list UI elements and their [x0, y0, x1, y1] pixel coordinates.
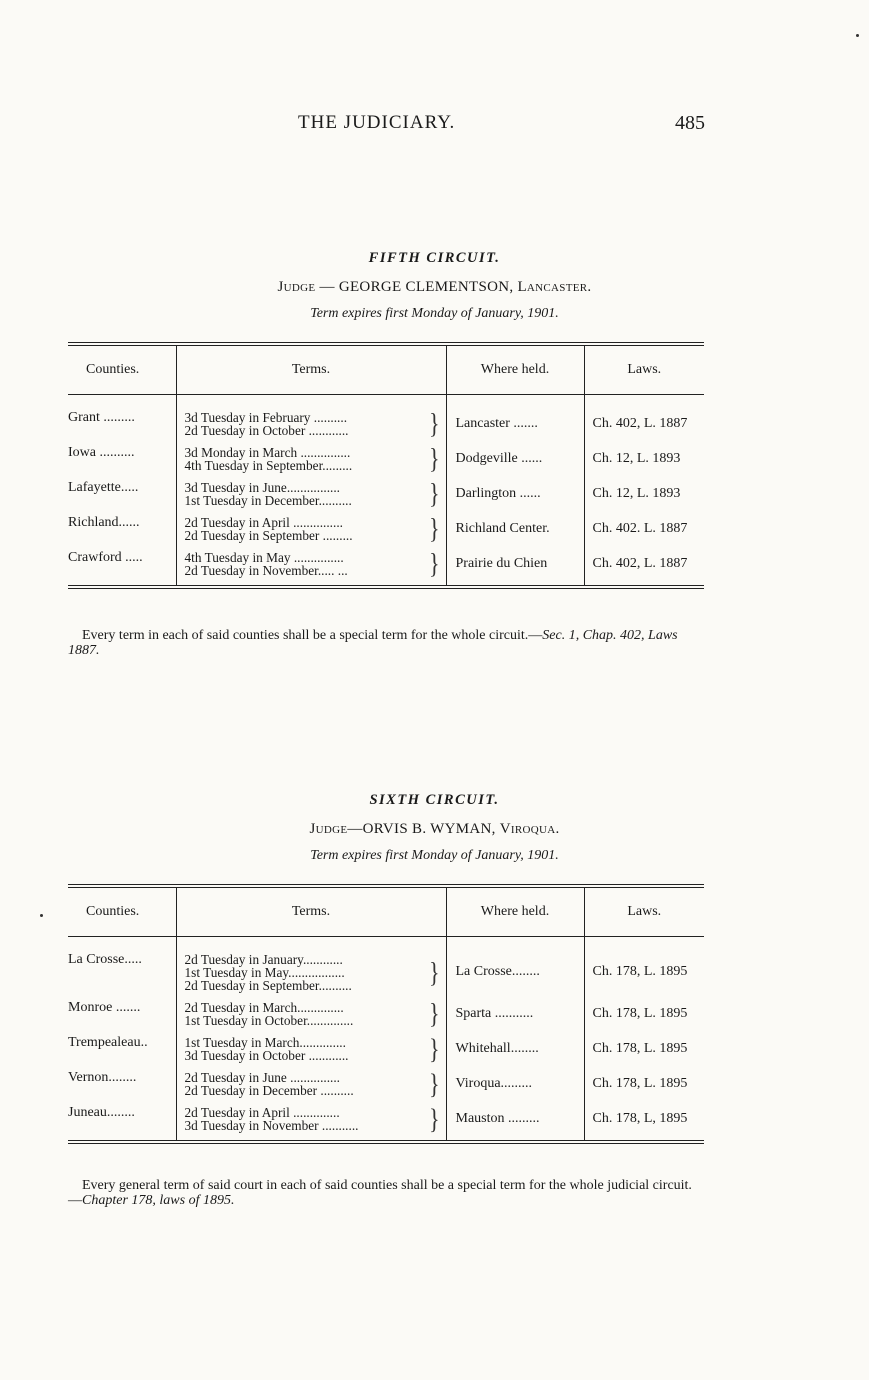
- terms-cell: [176, 394, 446, 440]
- laws-cell: Ch. 178, L, 1895: [584, 1097, 704, 1140]
- terms-cell: [176, 507, 446, 545]
- where-held-cell: Prairie du Chien: [446, 542, 584, 585]
- fifth-circuit-note: [68, 628, 704, 658]
- where-held-cell: Dodgeville ......: [446, 437, 584, 472]
- term-line: 3d Monday in March ...............: [184, 444, 351, 460]
- table-row: [68, 1027, 704, 1062]
- where-held-cell: Viroqua.........: [446, 1062, 584, 1097]
- term-line: 2d Tuesday in October ............: [184, 422, 349, 438]
- sixth-circuit-heading: [0, 792, 869, 864]
- table-row: [68, 437, 704, 472]
- where-held-cell: Darlington ......: [446, 472, 584, 507]
- header-where-held: Where held.: [446, 346, 584, 394]
- term-expiry: Term expires first Monday of January, 1901.: [310, 306, 559, 321]
- county-cell: Monroe .......: [68, 999, 141, 1015]
- term-line: 3d Tuesday in June................: [184, 479, 341, 495]
- judge-line: [0, 821, 869, 838]
- table-row: [68, 936, 704, 992]
- county-cell: Trempealeau..: [68, 1034, 148, 1050]
- header-counties: Counties.: [68, 888, 176, 936]
- table-row: [68, 394, 704, 437]
- term-line: 2d Tuesday in September..........: [184, 977, 352, 993]
- laws-cell: Ch. 402, L. 1887: [584, 542, 704, 585]
- page-number: 485: [675, 112, 705, 134]
- term-line: 2d Tuesday in April ..............: [184, 1104, 340, 1120]
- terms-cell: [176, 1097, 446, 1140]
- term-line: 2d Tuesday in December ..........: [184, 1082, 354, 1098]
- judge-label: Judge: [309, 821, 348, 837]
- brace-glyph: }: [428, 442, 440, 475]
- where-held-cell: Richland Center.: [446, 507, 584, 542]
- laws-cell: Ch. 402, L. 1887: [584, 394, 704, 437]
- note-text: Every general term of said court in each of said counties shall be a special term for the whole judicial circuit.—: [68, 1178, 692, 1208]
- table-row: [68, 542, 704, 585]
- brace-glyph: }: [428, 512, 440, 545]
- judge-name: — GEORGE CLEMENTSON,: [315, 279, 518, 295]
- table-bottom-rule: [68, 585, 704, 589]
- term-line: 4th Tuesday in September.........: [184, 457, 353, 473]
- laws-cell: Ch. 178, L. 1895: [584, 1062, 704, 1097]
- county-cell: Lafayette.....: [68, 479, 139, 495]
- running-head: [0, 112, 869, 140]
- term-line: 2d Tuesday in June ...............: [184, 1069, 341, 1085]
- note-citation: Sec. 1, Chap. 402, Laws 1887.: [68, 628, 678, 658]
- fifth-circuit-table-wrap: [68, 342, 704, 589]
- brace-glyph: }: [428, 997, 440, 1030]
- table-bottom-rule: [68, 1140, 704, 1144]
- laws-cell: Ch. 402. L. 1887: [584, 507, 704, 542]
- header-terms: Terms.: [176, 888, 446, 936]
- table-row: [68, 1097, 704, 1140]
- where-held-cell: La Crosse........: [446, 936, 584, 992]
- brace-glyph: }: [428, 547, 440, 580]
- term-line: 2d Tuesday in March..............: [184, 999, 344, 1015]
- print-speck: [40, 914, 43, 917]
- judge-place: Viroqua.: [499, 821, 560, 837]
- fifth-circuit-heading: [0, 250, 869, 322]
- print-speck: [856, 34, 859, 37]
- laws-cell: Ch. 12, L. 1893: [584, 437, 704, 472]
- where-held-cell: Whitehall........: [446, 1027, 584, 1062]
- where-held-cell: Mauston .........: [446, 1097, 584, 1140]
- county-cell: Grant .........: [68, 409, 135, 425]
- county-cell: Vernon........: [68, 1069, 137, 1085]
- header-where-held: Where held.: [446, 888, 584, 936]
- laws-cell: Ch. 178, L. 1895: [584, 992, 704, 1027]
- table-row: [68, 507, 704, 542]
- judge-line: [0, 279, 869, 296]
- term-expiry: Term expires first Monday of January, 1901.: [310, 848, 559, 863]
- section-title: SIXTH CIRCUIT.: [369, 792, 500, 808]
- brace-glyph: }: [428, 1067, 440, 1100]
- judge-place: Lancaster.: [517, 279, 592, 295]
- term-line: 3d Tuesday in November ...........: [184, 1117, 359, 1133]
- term-line: 2d Tuesday in January............: [184, 951, 343, 967]
- where-held-cell: Sparta ...........: [446, 992, 584, 1027]
- brace-glyph: }: [428, 955, 440, 989]
- term-line: 1st Tuesday in December..........: [184, 492, 352, 508]
- sixth-circuit-table: [68, 888, 704, 1140]
- county-cell: Iowa ..........: [68, 444, 135, 460]
- county-cell: Juneau........: [68, 1104, 135, 1120]
- judge-name: —ORVIS B. WYMAN,: [347, 821, 500, 837]
- note-text: Every term in each of said counties shall be a special term for the whole circuit.—: [82, 628, 543, 643]
- term-line: 1st Tuesday in October..............: [184, 1012, 354, 1028]
- terms-cell: [176, 542, 446, 585]
- terms-cell: [176, 992, 446, 1030]
- terms-cell: [176, 936, 446, 992]
- brace-glyph: }: [428, 407, 440, 440]
- county-cell: Crawford .....: [68, 549, 143, 565]
- term-line: 2d Tuesday in September .........: [184, 527, 353, 543]
- brace-glyph: }: [428, 477, 440, 510]
- note-citation: Chapter 178, laws of 1895.: [82, 1193, 235, 1208]
- term-line: 2d Tuesday in November..... ...: [184, 562, 348, 578]
- county-cell: Richland......: [68, 514, 140, 530]
- brace-glyph: }: [428, 1102, 440, 1135]
- table-row: [68, 992, 704, 1027]
- where-held-cell: Lancaster .......: [446, 394, 584, 437]
- table-row: [68, 472, 704, 507]
- sixth-circuit-table-wrap: [68, 884, 704, 1144]
- header-terms: Terms.: [176, 346, 446, 394]
- brace-glyph: }: [428, 1032, 440, 1065]
- running-title: THE JUDICIARY.: [298, 112, 456, 133]
- sixth-circuit-note: [68, 1178, 704, 1208]
- header-counties: Counties.: [68, 346, 176, 394]
- terms-cell: [176, 1062, 446, 1100]
- term-line: 3d Tuesday in October ............: [184, 1047, 349, 1063]
- terms-cell: [176, 437, 446, 475]
- terms-cell: [176, 472, 446, 510]
- term-line: 1st Tuesday in March..............: [184, 1034, 346, 1050]
- fifth-circuit-table: [68, 346, 704, 585]
- judge-label: Judge: [277, 279, 316, 295]
- terms-cell: [176, 1027, 446, 1065]
- term-line: 4th Tuesday in May ...............: [184, 549, 344, 565]
- county-cell: La Crosse.....: [68, 951, 142, 967]
- header-laws: Laws.: [584, 346, 704, 394]
- table-row: [68, 1062, 704, 1097]
- laws-cell: Ch. 178, L. 1895: [584, 1027, 704, 1062]
- term-line: 1st Tuesday in May.................: [184, 964, 345, 980]
- term-line: 3d Tuesday in February ..........: [184, 409, 348, 425]
- header-laws: Laws.: [584, 888, 704, 936]
- term-line: 2d Tuesday in April ...............: [184, 514, 343, 530]
- laws-cell: Ch. 178, L. 1895: [584, 936, 704, 992]
- laws-cell: Ch. 12, L. 1893: [584, 472, 704, 507]
- section-title: FIFTH CIRCUIT.: [368, 250, 501, 266]
